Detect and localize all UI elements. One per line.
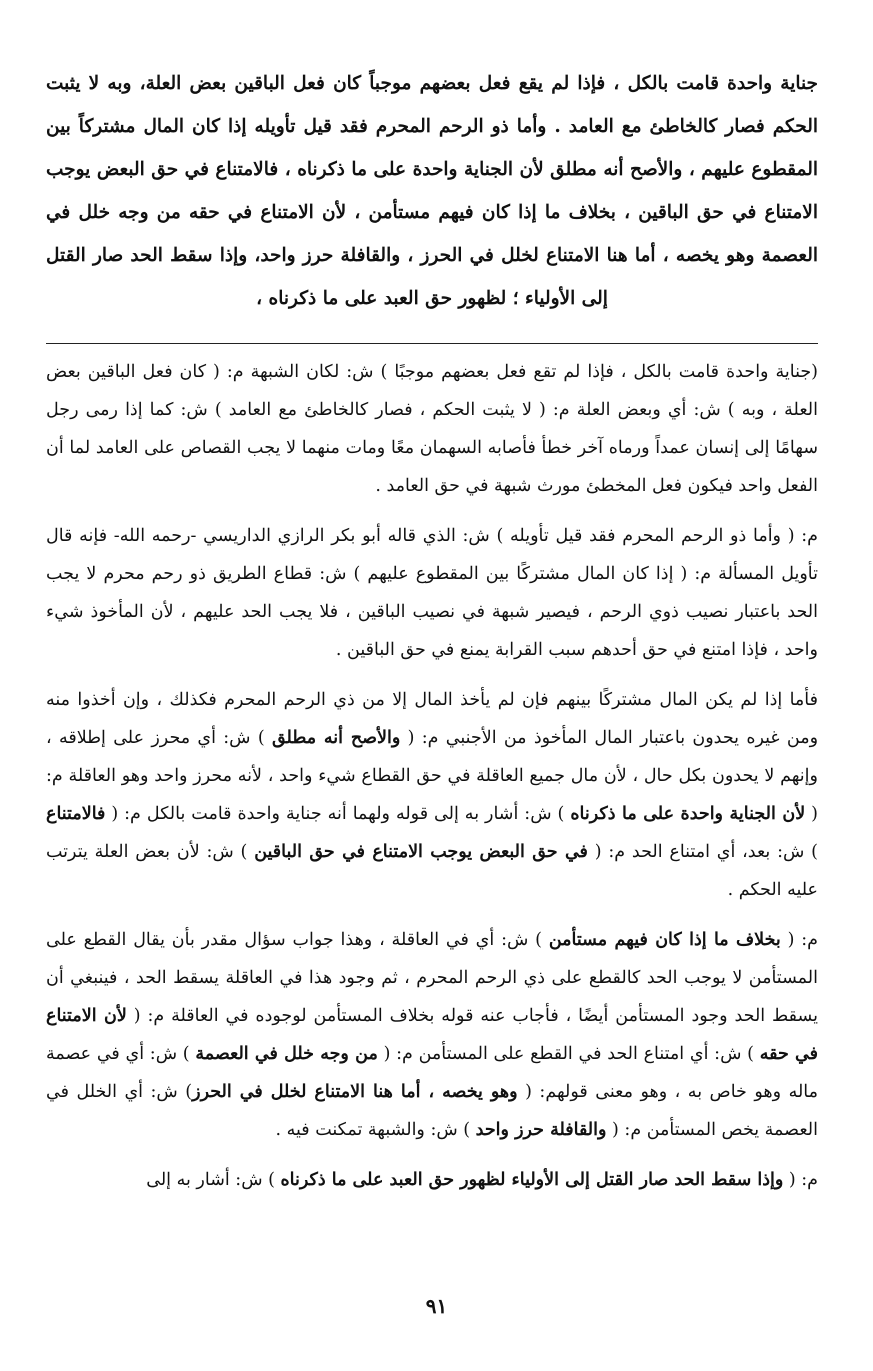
- commentary-text: ) ش: أشار به إلى قوله ولهما أنه جناية واحدة قامت بالكل م: (: [105, 804, 571, 824]
- commentary-paragraph: [46, 1161, 818, 1199]
- book-page: [46, 62, 818, 1211]
- commentary-quoted-text: من وجه خلل في العصمة: [195, 1044, 378, 1064]
- commentary-paragraph: [46, 921, 818, 1149]
- commentary-text: م: (: [780, 930, 819, 950]
- commentary-text: (جناية واحدة قامت بالكل ، فإذا لم تقع فعل بعضهم موجبًا ) ش: لكان الشبهة م: ( كان فعل الباقين بعض العلة ، وبه ) ش: أي وبعض العلة م: ( لا يثبت الحكم ، فصار كالخاطئ مع العامد ) ش: كما إذا رمى رجل سهامًا إلى إنسان عمداً ورماه آخر خطأ فأصابه السهمان معًا ومات منهما لا يجب القصاص على العامد لما أن الفعل واحد فيكون فعل المخطئ مورث شبهة في حق العامد .: [46, 362, 818, 496]
- commentary-text: م: ( وأما ذو الرحم المحرم فقد قيل تأويله ) ش: الذي قاله أبو بكر الرازي الداريسي -رحمه الله- فإنه قال تأويل المسألة م: ( إذا كان المال مشتركًا بين المقطوع عليهم ) ش: قطاع الطريق ذو رحم محرم لا يجب الحد باعتبار نصيب ذوي الرحم ، فيصير شبهة في نصيب الباقين ، فلا يجب الحد عليهم ، لأن المأخوذ شيء واحد ، فإذا امتنع في حق أحدهم سبب القرابة يمنع في حق الباقين .: [46, 526, 818, 660]
- commentary-text: ) ش: أي في العاقلة ، وهذا جواب سؤال مقدر بأن يقال القطع على المستأمن لا يوجب الحد كالقطع على ذي الرحم المحرم ، ثم وجود هذا في العاقلة يسقط الحد ، فينبغي أن يسقط الحد وجود المستأمن أيضًا ، فأجاب عنه قوله بخلاف المستأمن لوجوده في العاقلة م: (: [46, 930, 818, 1026]
- commentary-quoted-text: في حق البعض يوجب الامتناع في حق الباقين: [254, 842, 588, 862]
- commentary-quoted-text: وهو يخصه ، أما هنا الامتناع لخلل في الحرز: [192, 1082, 518, 1102]
- commentary-quoted-text: بخلاف ما إذا كان فيهم مستأمن: [548, 930, 781, 950]
- commentary-text: م: (: [783, 1170, 818, 1190]
- separator-line: [46, 343, 818, 344]
- commentary-text: فأما إذا لم يكن المال مشتركًا بينهم فإن لم يأخذ المال إلا من ذي الرحم المحرم فكذلك ، وإن أخذوا منه ومن غيره يحدون باعتبار المال المأخوذ من الأجنبي م: (: [46, 690, 819, 748]
- commentary-quoted-text: لأن الجناية واحدة على ما ذكرناه: [570, 804, 806, 824]
- commentary-text: ) ش: أي امتناع الحد في القطع على المستأمن م: (: [377, 1044, 760, 1064]
- commentary-text: ) ش: أشار به إلى: [146, 1170, 281, 1190]
- commentary-text: ) ش: أي محرز على إطلاقه ، وإنهم لا يحدون بكل حال ، لأن مال جميع العاقلة في حق القطاع شيء واحد ، لأنه محرز واحد وهو العاقلة م: (: [46, 728, 819, 824]
- commentary-text: ) ش: لأن بعض العلة يترتب عليه الحكم .: [46, 842, 818, 900]
- commentary-text: ) ش: والشبهة تمكنت فيه .: [275, 1120, 476, 1140]
- commentary-text: ) ش: بعد، أي امتناع الحد م: (: [587, 842, 818, 862]
- main-text: جناية واحدة قامت بالكل ، فإذا لم يقع فعل بعضهم موجباً كان فعل الباقين بعض العلة، وبه لا يثبت الحكم فصار كالخاطئ مع العامد . وأما ذو الرحم المحرم فقد قيل تأويله إذا كان المال مشتركاً بين المقطوع عليهم ، والأصح أنه مطلق لأن الجناية واحدة على ما ذكرناه ، فالامتناع في حق البعض يوجب الامتناع في حق الباقين ، بخلاف ما إذا كان فيهم مستأمن ، لأن الامتناع في حقه من وجه خلل في العصمة وهو يخصه ، أما هنا الامتناع لخلل في الحرز ، والقافلة حرز واحد، وإذا سقط الحد صار القتل إلى الأولياء ؛ لظهور حق العبد على ما ذكرناه ،: [46, 73, 818, 309]
- commentary-quoted-text: لأن الامتناع في حقه: [46, 1006, 818, 1064]
- commentary-text: ) ش: أي في عصمة ماله وهو خاص به ، وهو معنى قولهم: (: [46, 1044, 818, 1102]
- commentary-quoted-text: والقافلة حرز واحد: [475, 1120, 607, 1140]
- commentary-quoted-text: فالامتناع: [46, 804, 106, 824]
- commentary-paragraph: [46, 517, 818, 669]
- commentary-quoted-text: والأصح أنه مطلق: [271, 728, 401, 748]
- commentary-text: ) ش: أي الخلل في العصمة يخص المستأمن م: (: [46, 1082, 818, 1140]
- commentary-paragraph: [46, 681, 818, 909]
- commentary-paragraph: [46, 353, 818, 505]
- commentary-section: [46, 353, 818, 1199]
- commentary-quoted-text: وإذا سقط الحد صار القتل إلى الأولياء لظهور حق العبد على ما ذكرناه: [280, 1170, 784, 1190]
- page-number: ٩١: [425, 1294, 448, 1318]
